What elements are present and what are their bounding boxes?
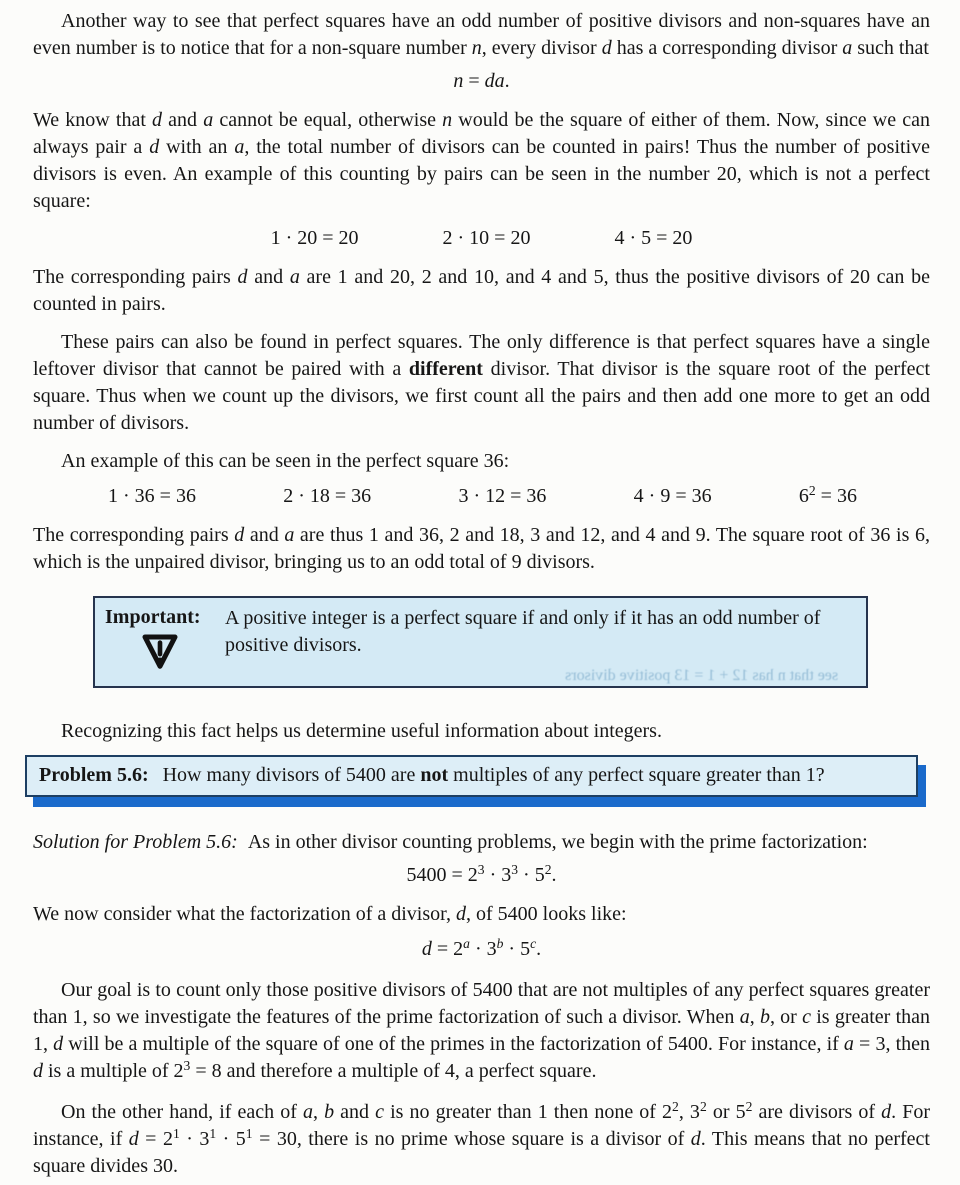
problem-5-6-box (25, 755, 918, 797)
paragraph-other-hand: On the other hand, if each of a, b and c is no greater than 1 then none of $2^2$, $3^2$ or $5^2$ are divisors of d. For instance, if $d = 2^1 \cdot 3^1 \cdot 5^1 = 30$, there is no prime whose square is a divisor of d. This means that no perfect square divides 30. (33, 1098, 931, 1177)
important-text: A positive integer is a perfect square if and only if it has an odd number of positive divisors. (225, 607, 821, 656)
equation-6-squared: $6^2 = 36$ (798, 482, 857, 507)
paragraph-example-36: An example of this can be seen in the perfect square 36: (61, 450, 510, 472)
equation-5400-factorization: $5400 = 2^3 \cdot 3^3 \cdot 5^2$. (406, 861, 557, 886)
equation-4x5: 4 · 5 = 20 (614, 227, 693, 249)
equation-n-equals-da: n = da. (453, 70, 510, 92)
paragraph-goal-counting: Our goal is to count only those positive divisors of 5400 that are not multiples of any perfect squares greater than 1, so we investigate the features of the prime factorization of such a divisor. When a, b, or c is greater than 1, d will be a multiple of the square of one of the primes in the factorization of 5400. For instance, if a = 3, then d is a multiple of $2^3 = 8$ and therefore a multiple of 4, a perfect square. (33, 979, 931, 1082)
equation-row-20 (33, 225, 930, 252)
paragraph-solution-intro (33, 829, 930, 856)
equation-3x12: 3 · 12 = 36 (458, 485, 547, 507)
paragraph-divisor-factorization: We now consider what the factorization of a divisor, d, of 5400 looks like: (33, 903, 627, 925)
important-label-column (105, 604, 215, 680)
equation-row-36 (33, 483, 930, 510)
bleed-through-text: see that n has 12 + 1 = 13 positive divisors (564, 667, 838, 684)
equation-divisor-form: $d = 2^a \cdot 3^b \cdot 5^c$. (421, 935, 542, 960)
equation-4x9: 4 · 9 = 36 (633, 485, 712, 507)
paragraph-pairs-of-20: The corresponding pairs d and a are 1 and 20, 2 and 10, and 4 and 5, thus the positive divisors of 20 can be counted in pairs. (33, 266, 931, 315)
paragraph-pairing-divisors: We know that d and a cannot be equal, otherwise n would be the square of either of them. Now, since we can always pair a d with an a, the total number of divisors can be counted in pairs! Thus the number of positive divisors is even. An example of this counting by pairs can be seen in the number 20, which is not a perfect square: (33, 109, 931, 212)
paragraph-pairs-of-36: The corresponding pairs d and a are thus 1 and 36, 2 and 18, 3 and 12, and 4 and 9. The square root of 36 is 6, which is the unpaired divisor, bringing us to an odd total of 9 divisors. (33, 524, 930, 573)
equation-1x20: 1 · 20 = 20 (270, 227, 359, 249)
important-callout-box (93, 596, 868, 688)
paragraph-odd-divisors-intro: Another way to see that perfect squares have an odd number of positive divisors and non-squares have an even number is to notice that for a non-square number n, every divisor d has a corresponding divisor a such that (33, 10, 930, 59)
equation-2x10: 2 · 10 = 20 (442, 227, 531, 249)
warning-icon (105, 632, 215, 680)
important-label: Important: (105, 606, 201, 628)
solution-intro-text: As in other divisor counting problems, we begin with the prime factorization: (247, 831, 868, 853)
problem-label: Problem 5.6: (39, 764, 149, 786)
problem-statement: How many divisors of 5400 are not multiples of any perfect square greater than 1? (162, 764, 825, 786)
paragraph-recognizing-fact: Recognizing this fact helps us determine useful information about integers. (61, 720, 662, 742)
paragraph-pairs-in-perfect-squares: These pairs can also be found in perfect squares. The only difference is that perfect squares have a single leftover divisor that cannot be paired with a different divisor. That divisor is the square root of the perfect square. Thus when we count up the divisors, we first count all the pairs and then add one more to get an odd number of divisors. (33, 331, 930, 434)
solution-lead-label: Solution for Problem 5.6: (33, 831, 238, 853)
equation-2x18: 2 · 18 = 36 (283, 485, 372, 507)
equation-1x36: 1 · 36 = 36 (108, 485, 196, 507)
